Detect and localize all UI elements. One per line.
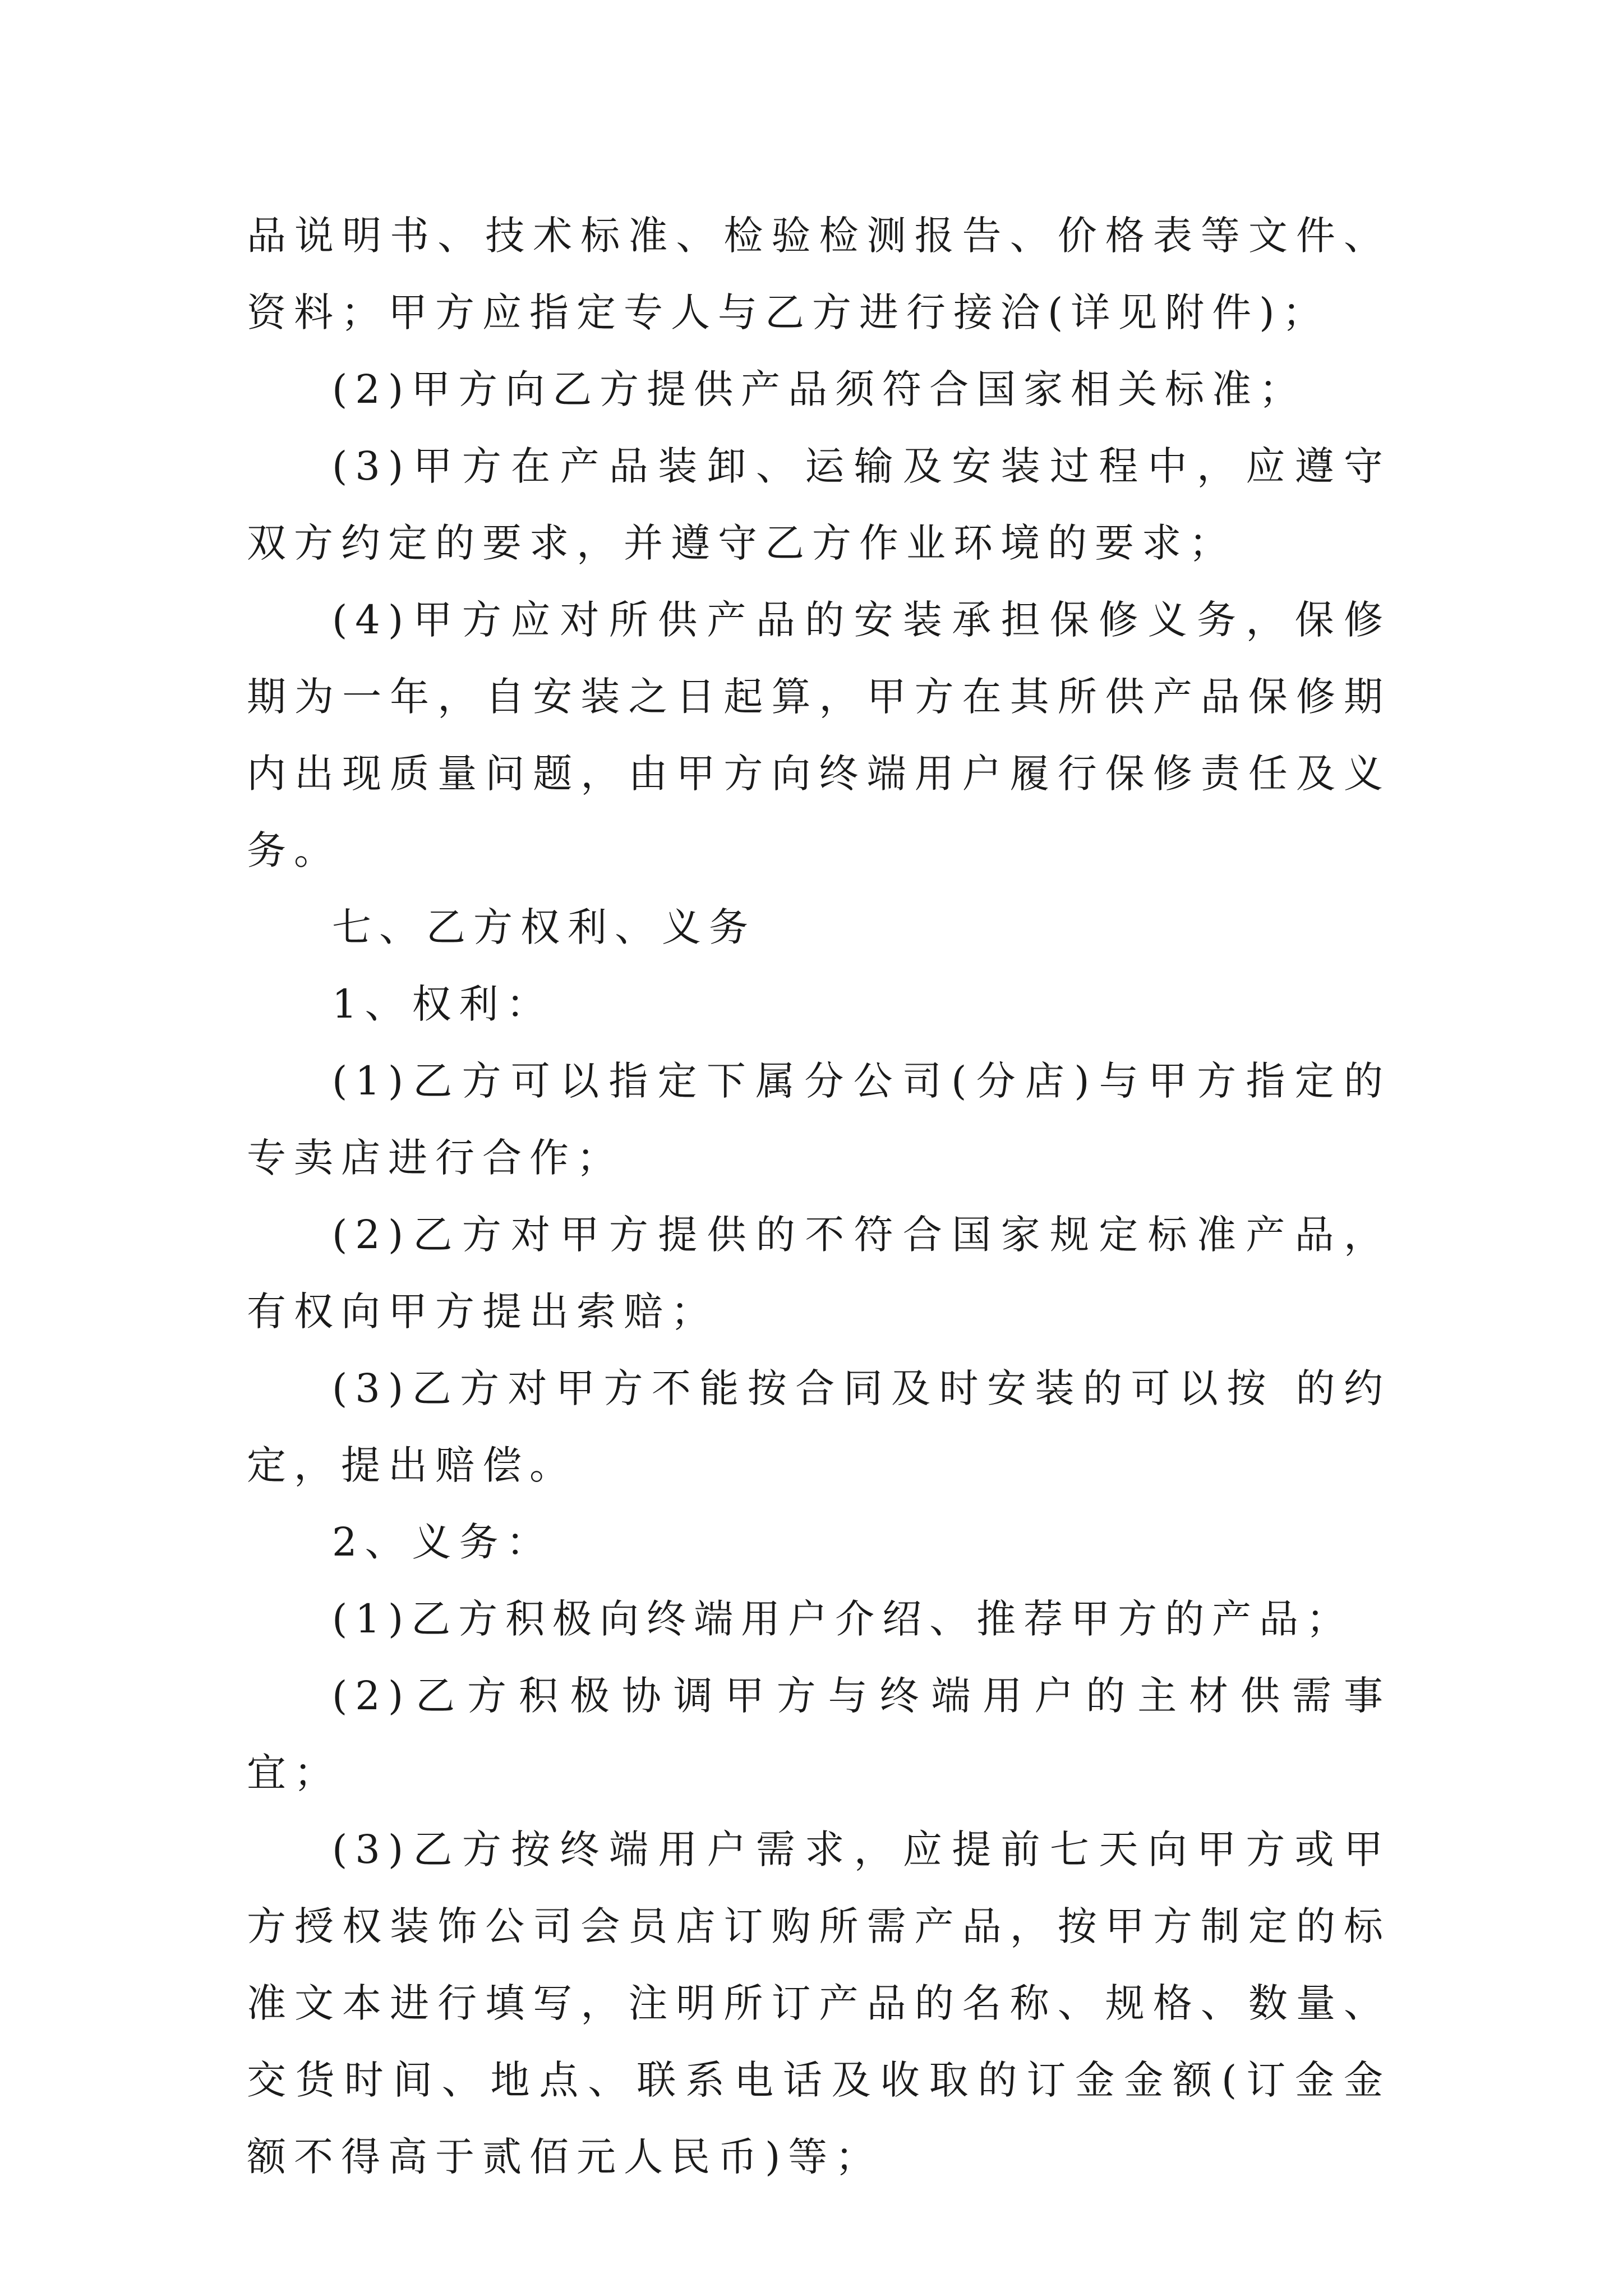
paragraph-12: (2)乙方积极协调甲方与终端用户的主材供需事宜； [247, 1673, 1391, 1796]
subheading-obligations: 2、义务： [332, 1519, 554, 1565]
paragraph-8: (2)乙方对甲方提供的不符合国家规定标准产品，有权向甲方提出索赔； [247, 1212, 1391, 1335]
paragraph-9: (3)乙方对甲方不能按合同及时安装的可以按 的约定，提出赔偿。 [247, 1365, 1391, 1488]
paragraph-13: (3)乙方按终端用户需求，应提前七天向甲方或甲方授权装饰公司会员店订购所需产品，按甲方制定的标准文本进行填写，注明所订产品的名称、规格、数量、交货时间、地点、联系电话及收取的订金金额(订金金额不得高于贰佰元人民币)等； [247, 1826, 1391, 2180]
subheading-rights: 1、权利： [332, 981, 554, 1027]
document-body [247, 197, 1391, 2196]
paragraph-11: (1)乙方积极向终端用户介绍、推荐甲方的产品； [332, 1596, 1354, 1642]
paragraph-7: (1)乙方可以指定下属分公司(分店)与甲方指定的专卖店进行合作； [247, 1058, 1391, 1181]
section-heading-7: 七、乙方权利、义务 [332, 904, 756, 950]
paragraph-2: (2)甲方向乙方提供产品须符合国家相关标准； [332, 366, 1307, 412]
paragraph-1: 品说明书、技术标准、检验检测报告、价格表等文件、资料；甲方应指定专人与乙方进行接洽(详见附件)； [247, 213, 1391, 335]
paragraph-3: (3)甲方在产品装卸、运输及安装过程中，应遵守双方约定的要求，并遵守乙方作业环境的要求； [247, 443, 1391, 566]
paragraph-4: (4)甲方应对所供产品的安装承担保修义务，保修期为一年，自安装之日起算，甲方在其所供产品保修期内出现质量问题，由甲方向终端用户履行保修责任及义务。 [247, 597, 1391, 873]
